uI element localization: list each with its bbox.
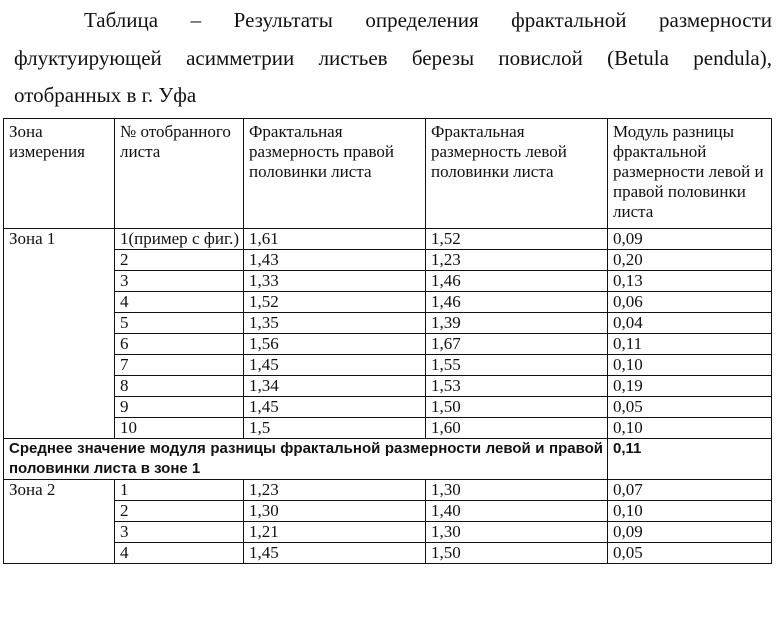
table-row	[4, 522, 772, 543]
leaf-number-cell	[115, 250, 244, 271]
leaf-number-cell	[115, 334, 244, 355]
leaf-number-cell-text: 4	[120, 543, 129, 562]
caption-line-3: отобранных в г. Уфа	[14, 83, 197, 107]
average-value	[608, 439, 772, 480]
difference-cell-text: 0,10	[613, 355, 643, 374]
average-value-text: 0,11	[613, 440, 642, 457]
leaf-number-cell	[115, 397, 244, 418]
difference-cell	[608, 397, 772, 418]
difference-cell	[608, 543, 772, 564]
right-dimension-cell	[244, 397, 426, 418]
left-dimension-cell-text: 1,50	[431, 543, 461, 562]
leaf-number-cell-text: 8	[120, 376, 129, 395]
table-row	[4, 480, 772, 501]
leaf-number-cell	[115, 376, 244, 397]
leaf-number-cell	[115, 543, 244, 564]
left-dimension-cell-text: 1,23	[431, 250, 461, 269]
difference-cell-text: 0,19	[613, 376, 643, 395]
difference-cell-text: 0,11	[613, 334, 643, 353]
leaf-number-cell	[115, 480, 244, 501]
table-caption	[14, 2, 772, 115]
right-dimension-cell-text: 1,23	[249, 480, 279, 499]
zone-2-label-text: Зона 2	[9, 480, 56, 499]
right-dimension-cell	[244, 501, 426, 522]
table-row	[4, 355, 772, 376]
right-dimension-cell-text: 1,45	[249, 355, 279, 374]
left-dimension-cell-text: 1,40	[431, 501, 461, 520]
right-dimension-cell	[244, 543, 426, 564]
right-dimension-cell	[244, 355, 426, 376]
header-zone: Зона измерения	[4, 119, 115, 229]
leaf-number-cell	[115, 313, 244, 334]
difference-cell	[608, 376, 772, 397]
difference-cell	[608, 501, 772, 522]
leaf-number-cell-text: 2	[120, 501, 129, 520]
left-dimension-cell	[426, 250, 608, 271]
leaf-number-cell-text: 1	[120, 480, 129, 499]
right-dimension-cell	[244, 480, 426, 501]
left-dimension-cell-text: 1,50	[431, 397, 461, 416]
difference-cell	[608, 334, 772, 355]
difference-cell	[608, 480, 772, 501]
table-row	[4, 271, 772, 292]
leaf-number-cell	[115, 522, 244, 543]
difference-cell	[608, 271, 772, 292]
leaf-number-cell-text: 1(пример с фиг.)	[120, 229, 239, 248]
difference-cell	[608, 355, 772, 376]
left-dimension-cell	[426, 543, 608, 564]
difference-cell	[608, 522, 772, 543]
right-dimension-cell-text: 1,45	[249, 397, 279, 416]
caption-line-2: флуктуирующей асимметрии листьев березы повислой (Betula pendula),	[14, 45, 772, 70]
right-dimension-cell	[244, 334, 426, 355]
leaf-number-cell-text: 3	[120, 522, 129, 541]
zone-2-label	[4, 480, 115, 564]
left-dimension-cell-text: 1,30	[431, 480, 461, 499]
right-dimension-cell	[244, 292, 426, 313]
difference-cell	[608, 292, 772, 313]
leaf-number-cell-text: 6	[120, 334, 129, 353]
leaf-number-cell-text: 2	[120, 250, 129, 269]
header-leaf-number: № отобранного листа	[115, 119, 244, 229]
right-dimension-cell	[244, 376, 426, 397]
leaf-number-cell-text: 7	[120, 355, 129, 374]
difference-cell-text: 0,10	[613, 501, 643, 520]
difference-cell-text: 0,06	[613, 292, 643, 311]
right-dimension-cell	[244, 229, 426, 250]
left-dimension-cell	[426, 334, 608, 355]
right-dimension-cell	[244, 313, 426, 334]
average-label-text: Среднее значение модуля разницы фрактальной размерности левой и правой половинки листа в зоне 1	[9, 440, 603, 477]
difference-cell	[608, 250, 772, 271]
difference-cell	[608, 418, 772, 439]
left-dimension-cell-text: 1,53	[431, 376, 461, 395]
left-dimension-cell-text: 1,39	[431, 313, 461, 332]
leaf-number-cell-text: 4	[120, 292, 129, 311]
leaf-number-cell	[115, 355, 244, 376]
left-dimension-cell-text: 1,52	[431, 229, 461, 248]
caption-line-1: Таблица – Результаты определения фрактальной размерности	[84, 8, 772, 32]
header-row	[4, 119, 772, 229]
right-dimension-cell-text: 1,30	[249, 501, 279, 520]
difference-cell	[608, 229, 772, 250]
left-dimension-cell	[426, 480, 608, 501]
leaf-number-cell	[115, 418, 244, 439]
table-row	[4, 501, 772, 522]
leaf-number-cell-text: 5	[120, 313, 129, 332]
left-dimension-cell	[426, 418, 608, 439]
leaf-number-cell	[115, 292, 244, 313]
left-dimension-cell	[426, 397, 608, 418]
right-dimension-cell-text: 1,35	[249, 313, 279, 332]
difference-cell-text: 0,05	[613, 397, 643, 416]
table-row	[4, 250, 772, 271]
leaf-number-cell	[115, 229, 244, 250]
table-row	[4, 397, 772, 418]
table-row	[4, 376, 772, 397]
leaf-number-cell	[115, 271, 244, 292]
right-dimension-cell-text: 1,52	[249, 292, 279, 311]
header-right-dimension: Фрактальная размерность правой половинки листа	[244, 119, 426, 229]
average-row	[4, 439, 772, 480]
left-dimension-cell	[426, 522, 608, 543]
right-dimension-cell-text: 1,5	[249, 418, 271, 437]
left-dimension-cell-text: 1,30	[431, 522, 461, 541]
right-dimension-cell-text: 1,33	[249, 271, 279, 290]
zone-1-label-text: Зона 1	[9, 229, 56, 248]
left-dimension-cell-text: 1,55	[431, 355, 461, 374]
left-dimension-cell	[426, 376, 608, 397]
table-row	[4, 334, 772, 355]
right-dimension-cell	[244, 250, 426, 271]
right-dimension-cell-text: 1,61	[249, 229, 279, 248]
zone-1-label	[4, 229, 115, 439]
leaf-number-cell-text: 9	[120, 397, 129, 416]
difference-cell-text: 0,09	[613, 522, 643, 541]
right-dimension-cell-text: 1,43	[249, 250, 279, 269]
table-row	[4, 313, 772, 334]
table-row	[4, 543, 772, 564]
right-dimension-cell-text: 1,34	[249, 376, 279, 395]
right-dimension-cell-text: 1,45	[249, 543, 279, 562]
results-table	[3, 118, 772, 564]
left-dimension-cell	[426, 501, 608, 522]
leaf-number-cell	[115, 501, 244, 522]
difference-cell	[608, 313, 772, 334]
right-dimension-cell	[244, 522, 426, 543]
difference-cell-text: 0,10	[613, 418, 643, 437]
left-dimension-cell-text: 1,46	[431, 271, 461, 290]
difference-cell-text: 0,20	[613, 250, 643, 269]
difference-cell-text: 0,13	[613, 271, 643, 290]
header-left-dimension: Фрактальная размерность левой половинки листа	[426, 119, 608, 229]
right-dimension-cell-text: 1,56	[249, 334, 279, 353]
leaf-number-cell-text: 10	[120, 418, 137, 437]
right-dimension-cell-text: 1,21	[249, 522, 279, 541]
table-row	[4, 292, 772, 313]
left-dimension-cell	[426, 229, 608, 250]
left-dimension-cell	[426, 355, 608, 376]
header-difference-modulus: Модуль разницы фрактальной размерности левой и правой половинки листа	[608, 119, 772, 229]
left-dimension-cell	[426, 271, 608, 292]
average-label	[4, 439, 608, 480]
difference-cell-text: 0,09	[613, 229, 643, 248]
leaf-number-cell-text: 3	[120, 271, 129, 290]
left-dimension-cell-text: 1,46	[431, 292, 461, 311]
table-row	[4, 229, 772, 250]
left-dimension-cell	[426, 313, 608, 334]
left-dimension-cell-text: 1,67	[431, 334, 461, 353]
table-row	[4, 418, 772, 439]
right-dimension-cell	[244, 418, 426, 439]
difference-cell-text: 0,05	[613, 543, 643, 562]
difference-cell-text: 0,07	[613, 480, 643, 499]
right-dimension-cell	[244, 271, 426, 292]
difference-cell-text: 0,04	[613, 313, 643, 332]
left-dimension-cell-text: 1,60	[431, 418, 461, 437]
left-dimension-cell	[426, 292, 608, 313]
